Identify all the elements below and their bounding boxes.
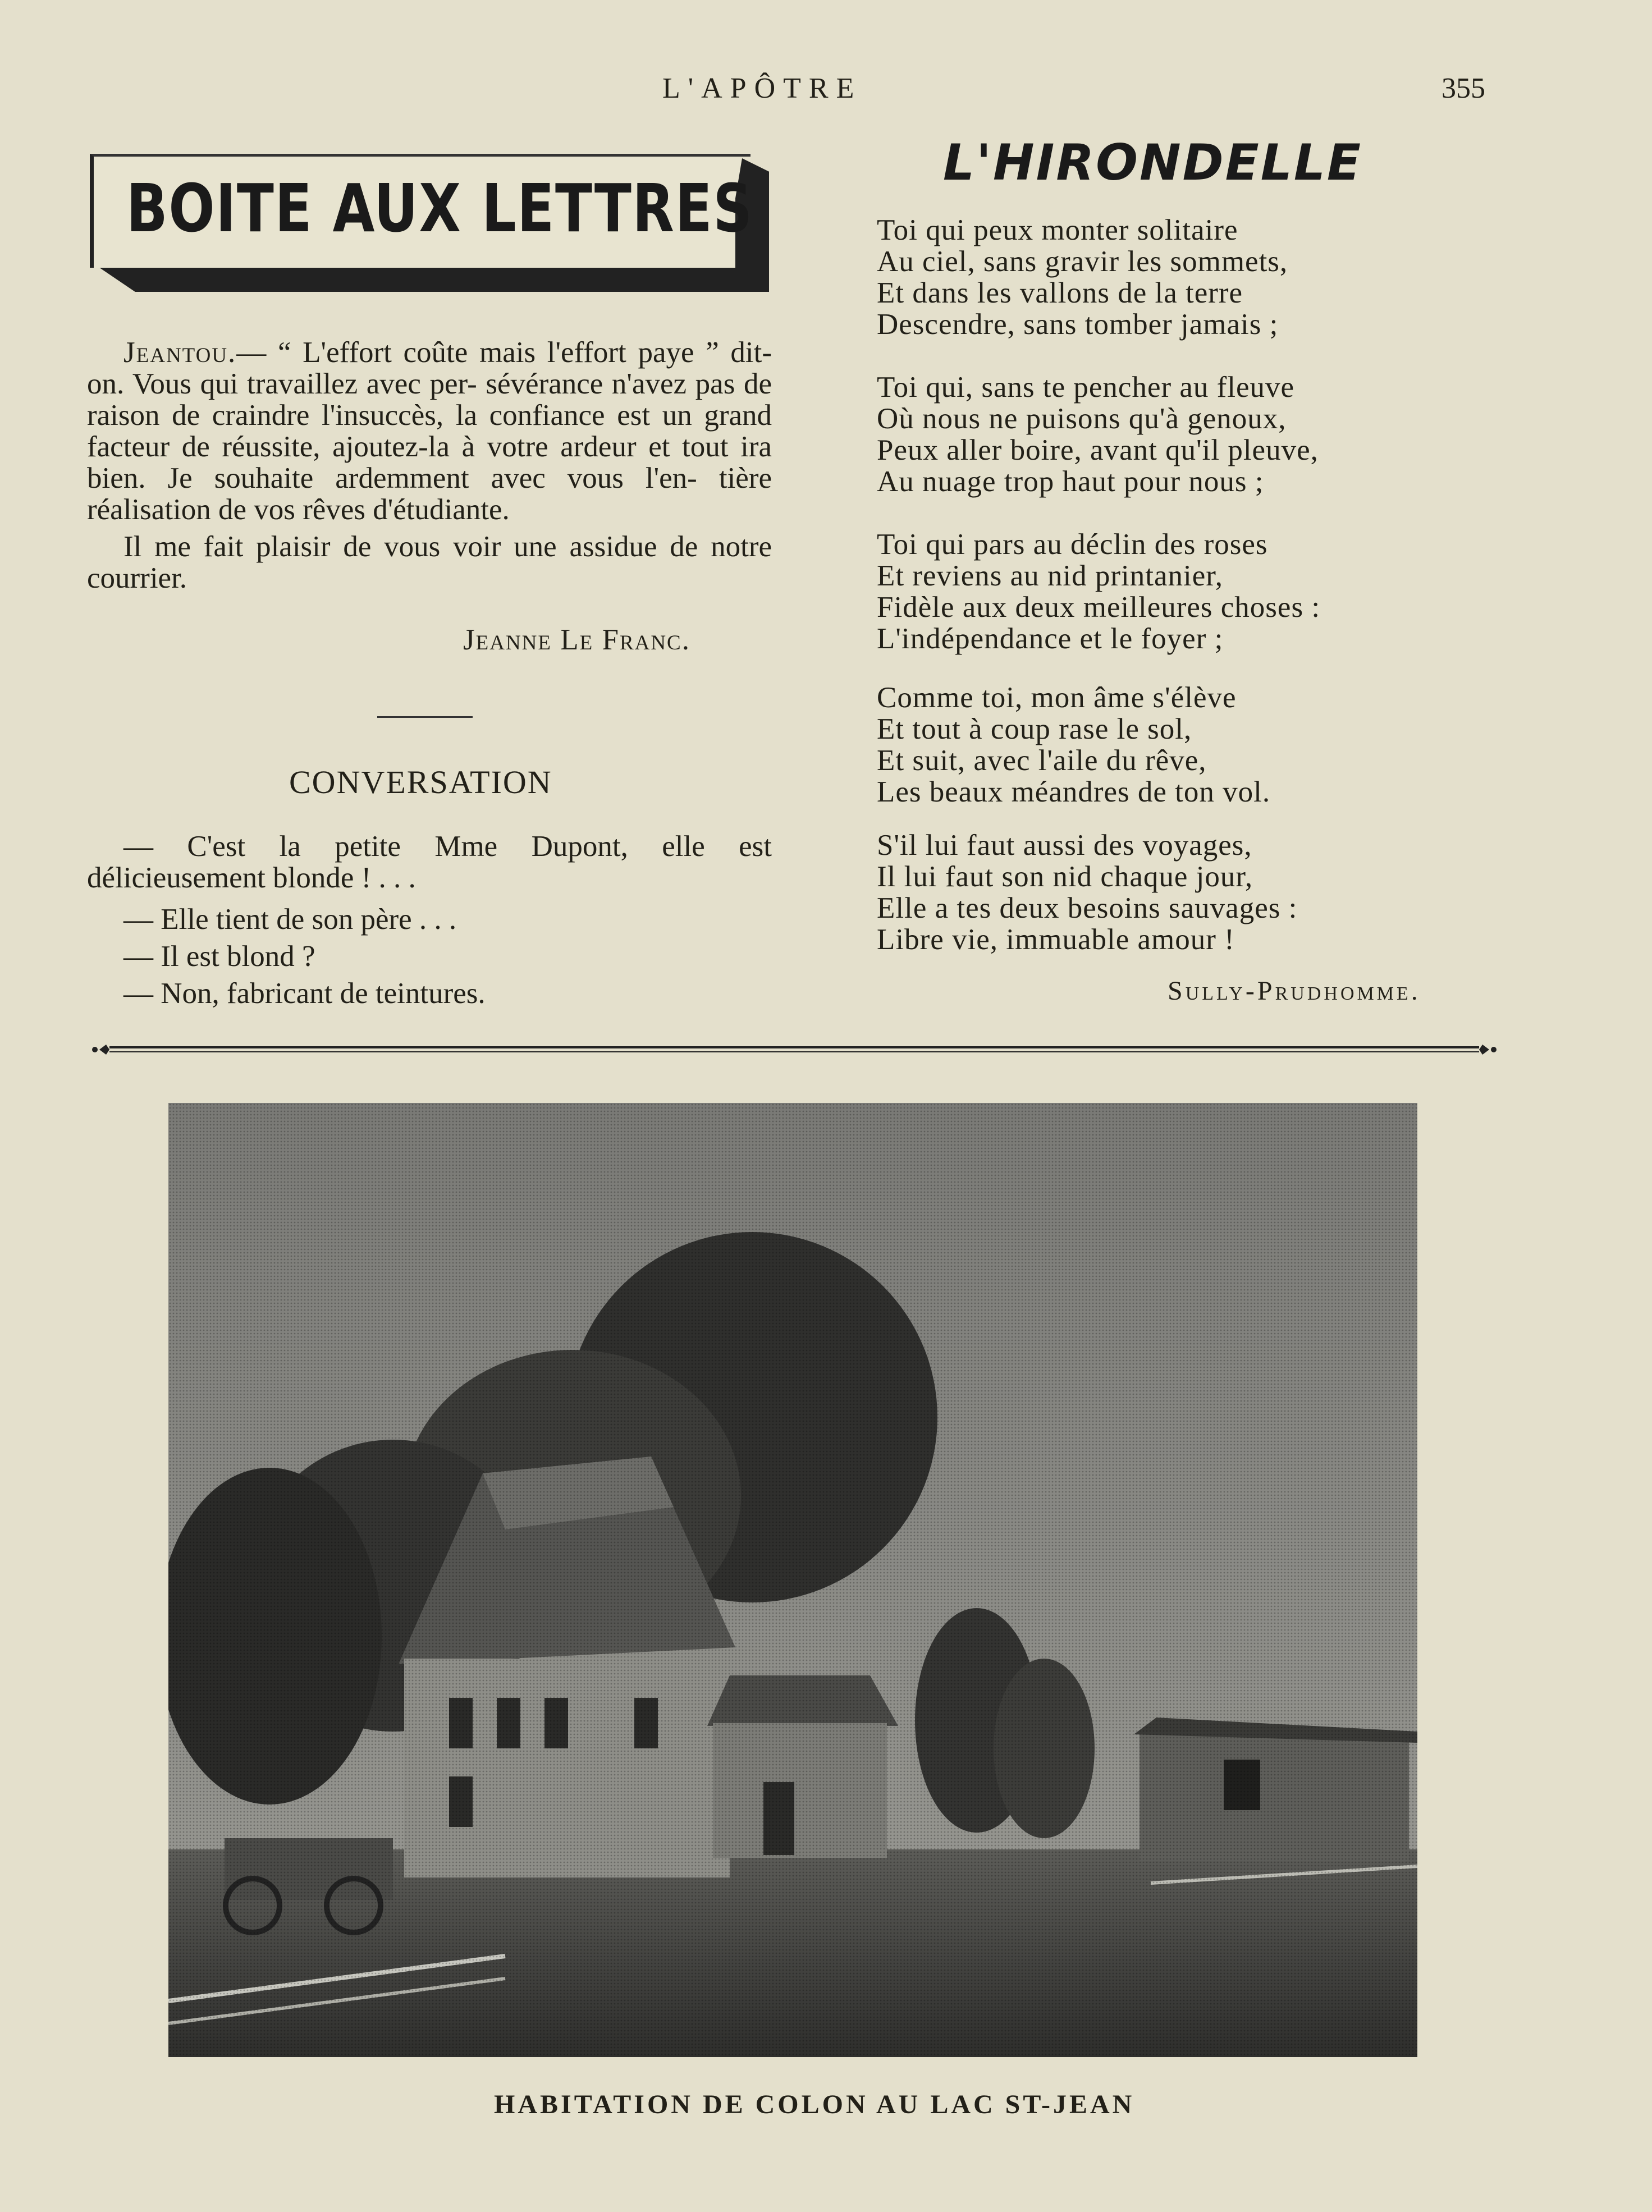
conversation-line: — Elle tient de son père . . . [123, 903, 457, 936]
mailbox-reply [87, 337, 772, 594]
verse: Où nous ne puisons qu'à genoux, [877, 402, 1287, 435]
section-divider [377, 716, 473, 718]
settler-house-photo [168, 1103, 1417, 2057]
reply-line: sévérance n'avez pas de raison de craindre [87, 368, 772, 432]
verse: L'indépendance et le foyer ; [877, 622, 1224, 655]
verse: Peux aller boire, avant qu'il pleuve, [877, 434, 1319, 466]
verse: Descendre, sans tomber jamais ; [877, 308, 1279, 341]
poem-stanza [877, 830, 1297, 955]
closing-line: de notre courrier. [87, 530, 772, 594]
reply-line: tière réalisation de vos rêves d'étudiante. [87, 462, 772, 526]
reply-name: Jeantou. [123, 336, 237, 369]
verse: Au nuage trop haut pour nous ; [877, 465, 1264, 498]
conversation-line: — C'est la petite Mme Dupont, elle est [123, 830, 772, 863]
reply-line: — “ L'effort coûte mais l'effort [236, 336, 626, 369]
conversation-line: — Non, fabricant de teintures. [123, 977, 486, 1010]
verse: Et suit, avec l'aile du rêve, [877, 744, 1207, 777]
poem-stanza [877, 682, 1270, 808]
verse: Les beaux méandres de ton vol. [877, 776, 1271, 808]
reply-line: réussite, ajoutez-la à votre ardeur et tout ira [222, 431, 772, 463]
verse: Toi qui, sans te pencher au fleuve [877, 371, 1295, 404]
poem-stanza [877, 214, 1288, 340]
verse: Et reviens au nid printanier, [877, 560, 1224, 592]
banner-shadow [95, 265, 758, 292]
verse: S'il lui faut aussi des voyages, [877, 829, 1252, 862]
poem-stanza [877, 372, 1319, 497]
poem-author: Sully-Prudhomme. [1168, 976, 1421, 1006]
page-number: 355 [1442, 72, 1485, 104]
conversation-title: CONVERSATION [289, 764, 552, 800]
reply-paragraph [87, 337, 772, 525]
signature: Jeanne Le Franc. [463, 624, 690, 656]
poem-title: L'HIRONDELLE [943, 134, 1363, 191]
photo-caption: HABITATION DE COLON AU LAC ST-JEAN [494, 2090, 1135, 2119]
verse: Il lui faut son nid chaque jour, [877, 860, 1253, 893]
banner-title: BOITE AUX LETTRES [126, 170, 753, 247]
poem-stanza [877, 529, 1320, 654]
verse: Toi qui pars au déclin des roses [877, 528, 1268, 561]
conversation-block [87, 831, 772, 894]
verse: Et dans les vallons de la terre [877, 277, 1243, 309]
reply-line: paye ” dit-on. Vous qui travaillez avec per- [87, 336, 772, 400]
verse: Comme toi, mon âme s'élève [877, 681, 1237, 714]
verse: Au ciel, sans gravir les sommets, [877, 245, 1288, 278]
verse: Et tout à coup rase le sol, [877, 713, 1192, 745]
mailbox-banner [84, 147, 769, 299]
verse: Elle a tes deux besoins sauvages : [877, 892, 1298, 924]
verse: Fidèle aux deux meilleures choses : [877, 591, 1321, 624]
conversation-paragraph [87, 831, 772, 894]
conversation-line: délicieusement blonde ! . . . [87, 862, 416, 894]
ornamental-rule [87, 1041, 1502, 1058]
photograph [168, 1103, 1417, 2057]
closing-paragraph [87, 531, 772, 594]
conversation-line: — Il est blond ? [123, 940, 315, 973]
closing-line: Il me fait plaisir de vous voir une assidue [123, 530, 657, 563]
reply-line: l'insuccès, la confiance est un grand facteur de [87, 399, 772, 463]
verse: Toi qui peux monter solitaire [877, 214, 1238, 246]
verse: Libre vie, immuable amour ! [877, 923, 1235, 956]
reply-line: bien. Je souhaite ardemment avec vous l'en- [87, 462, 697, 494]
running-title: L'APÔTRE [662, 72, 862, 104]
